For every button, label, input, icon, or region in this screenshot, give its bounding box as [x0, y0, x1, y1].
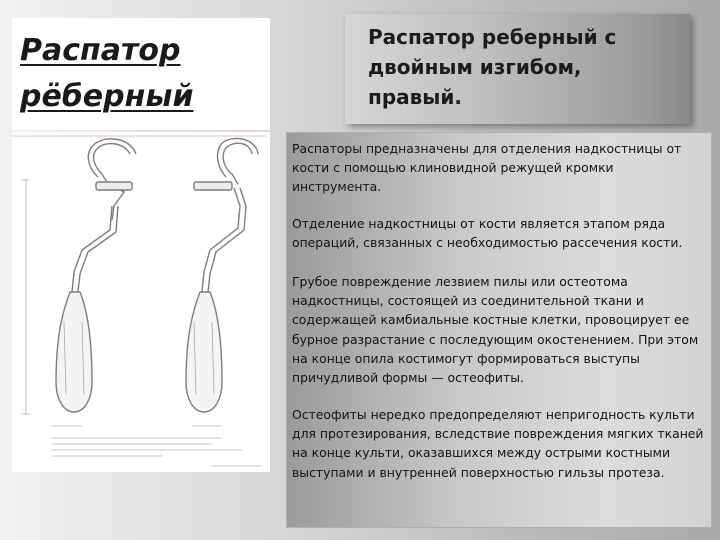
instrument-1 — [56, 139, 136, 412]
header-title: Распатор реберный с двойным изгибом, правый. — [368, 25, 617, 109]
paragraph-3: Грубое повреждение лезвием пилы или остеотома надкостницы, состоящей из соединительной ткани и содержащей камбиальные костные клетки, провоцирует ее бурное разрастание с последующим окостенением. При этом на конце опила костимогут формироваться выступы причудливой формы — остеофиты. — [292, 274, 699, 386]
slide-title: Распатор рёберный — [20, 33, 194, 114]
paragraph-1: Распаторы предназначены для отделения надкостницы от кости с помощью клиновидной режущей кромки инструмента. — [292, 141, 682, 195]
paragraph-2: Отделение надкостницы от кости является этапом ряда операций, связанных с необходимостью рассечения кости. — [292, 216, 683, 251]
instrument-figure — [12, 132, 270, 472]
raspatory-drawing — [12, 132, 270, 472]
figure-caption — [52, 426, 262, 466]
instrument-2 — [186, 138, 258, 412]
paragraph-4: Остеофиты нередко предопределяют непригодность культи для протезирования, вследствие повреждения мягких тканей на конце культи, оказавшихся между острыми костными выступами и внутренней поверхностью гильзы протеза. — [292, 407, 704, 480]
